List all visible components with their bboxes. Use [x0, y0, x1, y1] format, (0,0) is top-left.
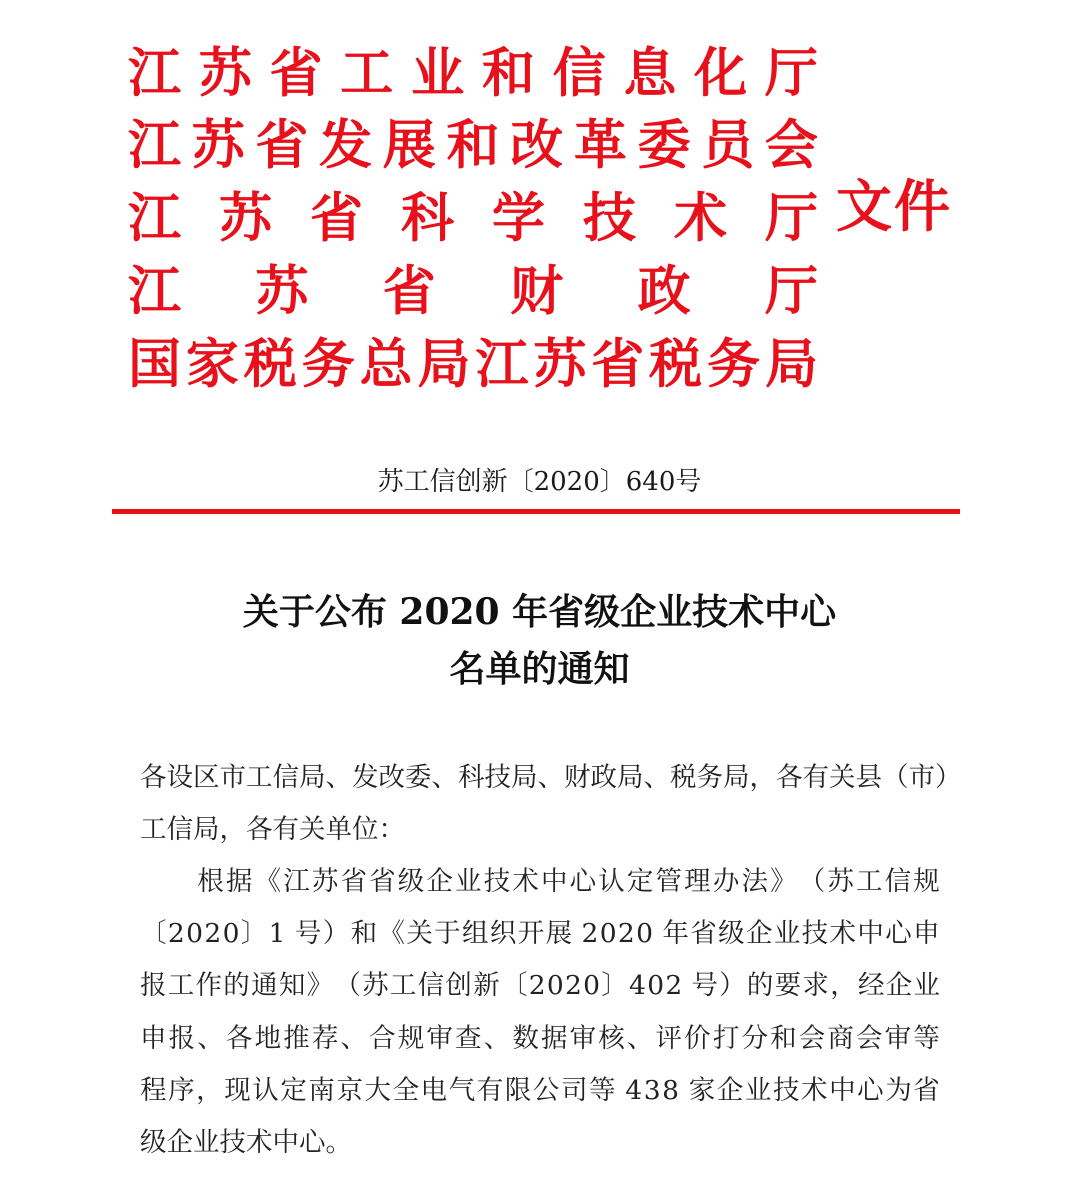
- agency-char: 学: [492, 187, 545, 249]
- agency-char: 局: [417, 333, 471, 395]
- agency-char: 技: [583, 187, 636, 249]
- addressee-paragraph: [140, 752, 962, 856]
- agency-char: 业: [411, 42, 465, 104]
- document-type-label: 文件: [836, 174, 952, 240]
- agency-char: 税: [243, 333, 297, 395]
- agency-char: 员: [701, 114, 755, 176]
- body-line: 根 据 《 江 苏 省 省 级 企 业 技 术 中 心 认 定 管 理 办 法 》 （ 苏 工 信 规: [197, 866, 940, 897]
- agency-char: 江: [128, 187, 181, 249]
- body-paragraph-1: [140, 856, 940, 1169]
- agency-char: 工: [340, 42, 394, 104]
- agency-line-3: [128, 188, 818, 248]
- agency-line-4: [128, 261, 818, 321]
- agency-char: 局: [764, 333, 818, 395]
- addressee-line: 各 设 区 市 工 信 局 、 发 改 委 、 科 技 局 、 财 政 局 、 税 务 局 ， 各 有 关 县 （ 市 ）: [140, 762, 962, 793]
- agency-line-5: [128, 334, 818, 394]
- agency-char: 厅: [764, 42, 818, 104]
- body-line: 〔 2 0 2 0 〕 1 号 ） 和 《 关 于 组 织 开 展 2 0 2 0 年 省 级 企 业 技 术 中 心 申: [140, 918, 940, 950]
- agency-char: 苏: [198, 42, 252, 104]
- agency-char: 术: [674, 187, 727, 249]
- agency-char: 江: [128, 260, 181, 322]
- agency-char: 家: [185, 333, 239, 395]
- agency-char: 发: [319, 114, 373, 176]
- agency-char: 信: [552, 42, 606, 104]
- body-line: 报 工 作 的 通 知 》 （ 苏 工 信 创 新 〔 2 0 2 0 〕 4 0 2 号 ） 的 要 求 ， 经 企 业: [140, 970, 940, 1002]
- agency-char: 财: [510, 260, 564, 322]
- agency-char: 息: [623, 42, 677, 104]
- agency-char: 省: [255, 114, 309, 176]
- agency-line-2: [128, 115, 818, 175]
- agency-char: 会: [764, 114, 818, 176]
- notice-title-line-1: 关于公布 2020 年省级企业技术中心: [242, 591, 837, 633]
- body-line: 程 序 ， 现 认 定 南 京 大 全 电 气 有 限 公 司 等 4 3 8 家 企 业 技 术 中 心 为 省: [140, 1074, 940, 1106]
- agency-char: 苏: [191, 114, 245, 176]
- agency-char: 苏: [255, 260, 309, 322]
- agency-char: 总: [359, 333, 413, 395]
- agency-char: 革: [573, 114, 627, 176]
- agency-char: 委: [637, 114, 691, 176]
- body-line: 申 报 、 各 地 推 荐 、 合 规 审 查 、 数 据 审 核 、 评 价 打 分 和 会 商 会 审 等: [140, 1022, 940, 1054]
- agency-char: 厅: [764, 260, 818, 322]
- agency-char: 省: [310, 187, 363, 249]
- agency-char: 江: [128, 42, 181, 104]
- agency-char: 江: [475, 333, 529, 395]
- agency-char: 务: [301, 333, 355, 395]
- agency-line-1: [128, 43, 818, 103]
- agency-char: 展: [382, 114, 436, 176]
- agency-char: 江: [128, 114, 181, 176]
- agency-char: 改: [510, 114, 564, 176]
- agency-char: 省: [382, 260, 436, 322]
- agency-char: 苏: [219, 187, 272, 249]
- agency-char: 国: [128, 333, 181, 395]
- agency-char: 和: [481, 42, 535, 104]
- agency-char: 务: [707, 333, 761, 395]
- agency-char: 化: [694, 42, 748, 104]
- agency-char: 省: [269, 42, 323, 104]
- body-line: 级企业技术中心。: [140, 1126, 352, 1158]
- agency-char: 和: [446, 114, 500, 176]
- agency-char: 政: [637, 260, 691, 322]
- agency-char: 税: [649, 333, 703, 395]
- agency-char: 省: [591, 333, 645, 395]
- addressee-line: 工信局，各有关单位：: [140, 814, 405, 846]
- agency-char: 苏: [533, 333, 587, 395]
- agency-char: 科: [401, 187, 454, 249]
- agency-char: 厅: [765, 187, 818, 249]
- notice-title-line-2: 名单的通知: [449, 648, 630, 690]
- red-divider-rule: [112, 509, 960, 514]
- document-number: 苏工信创新〔2020〕640号: [377, 467, 702, 497]
